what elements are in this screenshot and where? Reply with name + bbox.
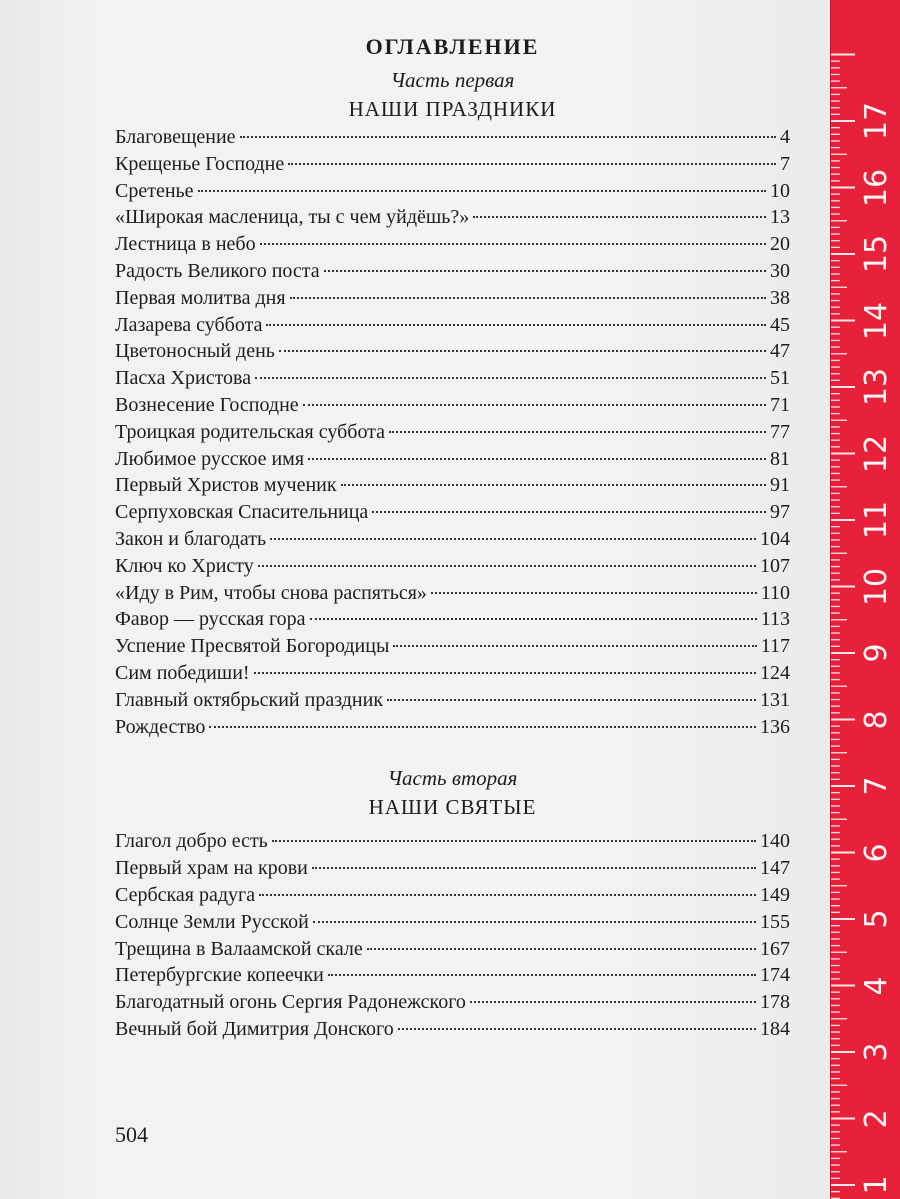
part-two-label: Часть вторая <box>387 766 518 791</box>
dot-leader <box>258 565 756 567</box>
toc-entry-page: 113 <box>760 608 790 631</box>
toc-entry-page: 13 <box>770 206 790 229</box>
toc-entry-title: Благовещение <box>115 126 236 148</box>
toc-entry-page: 136 <box>760 715 790 738</box>
toc-entry <box>115 553 790 580</box>
dot-leader <box>272 840 756 842</box>
toc-entry-page: 45 <box>770 313 790 336</box>
measuring-ruler <box>830 0 900 1199</box>
ruler-number: 3 <box>859 1042 894 1062</box>
toc-entry <box>115 151 790 178</box>
toc-entry-title: Рождество <box>115 715 206 738</box>
ruler-number: 8 <box>859 709 894 730</box>
toc-entry <box>115 687 790 714</box>
toc-entry-title: Первый храм на крови <box>115 857 308 880</box>
ruler-number: 10 <box>859 567 894 606</box>
toc-entry-page: 149 <box>760 883 790 906</box>
toc-entry-page: 184 <box>760 1017 790 1040</box>
toc-entry <box>115 936 790 963</box>
toc-entry <box>115 312 790 339</box>
toc-entry-title: Лестница в небо <box>115 233 256 256</box>
table-of-contents <box>115 30 790 1043</box>
dot-leader <box>387 699 756 701</box>
part-two-title: НАШИ СВЯТЫЕ <box>368 795 537 820</box>
dot-leader <box>398 1028 756 1030</box>
toc-entry <box>115 365 790 392</box>
toc-entry <box>115 580 790 607</box>
toc-entry <box>115 660 790 687</box>
dot-leader <box>328 974 756 976</box>
toc-entry-page: 140 <box>760 830 790 853</box>
toc-entry-title: Сретенье <box>115 179 194 202</box>
toc-entry-title: Крещенье Господне <box>115 152 285 175</box>
toc-entry-page: 155 <box>760 910 790 933</box>
toc-entry-page: 104 <box>760 527 790 550</box>
toc-entry-title: Ключ ко Христу <box>115 554 254 577</box>
dot-leader <box>254 672 756 674</box>
toc-entry-page: 4 <box>780 126 790 148</box>
toc-entry-page: 7 <box>780 152 790 175</box>
toc-entry <box>115 633 790 660</box>
ruler-number: 16 <box>859 168 894 207</box>
toc-entry-title: Глагол добро есть <box>115 830 268 853</box>
toc-entry <box>115 231 790 258</box>
toc-entry-page: 71 <box>770 393 790 416</box>
toc-entry-title: Главный октябрьский праздник <box>115 688 384 711</box>
toc-entry-title: Троицкая родительская суббота <box>115 420 386 443</box>
toc-entry-page: 51 <box>770 367 790 390</box>
dot-leader <box>260 243 766 245</box>
toc-entry <box>115 178 790 205</box>
dot-leader <box>431 592 757 594</box>
dot-leader <box>240 136 776 138</box>
toc-entry <box>115 606 790 633</box>
toc-entry-page: 131 <box>760 688 790 711</box>
toc-entry-title: Пасха Христова <box>115 367 252 390</box>
toc-entry-page: 174 <box>760 964 790 987</box>
toc-entry <box>115 882 790 909</box>
dot-leader <box>266 324 766 326</box>
toc-entry-page: 20 <box>770 233 790 256</box>
toc-entry-title: Радость Великого поста <box>115 259 320 282</box>
ruler-number: 17 <box>859 101 894 141</box>
toc-entry-title: Солнце Земли Русской <box>115 910 309 933</box>
dot-leader <box>308 458 766 460</box>
toc-entry <box>115 472 790 499</box>
dot-leader <box>288 163 776 165</box>
part-one-entries <box>115 124 790 740</box>
toc-entry-page: 30 <box>770 259 790 282</box>
toc-entry-title: Благодатный огонь Сергия Радонежского <box>115 991 466 1014</box>
toc-entry-page: 178 <box>760 991 790 1014</box>
part-one-title: НАШИ ПРАЗДНИКИ <box>348 97 557 121</box>
ruler-number: 11 <box>859 500 894 540</box>
toc-entry-page: 110 <box>760 581 790 604</box>
toc-entry <box>115 989 790 1016</box>
ruler-number: 14 <box>859 301 894 340</box>
toc-entry <box>115 828 790 855</box>
toc-entry <box>115 714 790 741</box>
toc-entry <box>115 526 790 553</box>
toc-entry-page: 124 <box>760 661 790 684</box>
dot-leader <box>324 270 766 272</box>
dot-leader <box>393 645 756 647</box>
toc-entry-title: Фавор — русская гора <box>115 608 306 631</box>
toc-entry-page: 147 <box>760 857 790 880</box>
dot-leader <box>341 484 766 486</box>
dot-leader <box>473 216 766 218</box>
toc-entry-page: 81 <box>770 447 790 470</box>
toc-entry-title: Любимое русское имя <box>115 447 305 470</box>
toc-entry <box>115 258 790 285</box>
toc-entry-page: 77 <box>770 420 790 443</box>
ruler-number: 9 <box>859 643 894 663</box>
ruler-number: 4 <box>859 975 894 996</box>
dot-leader <box>389 431 766 433</box>
toc-entry-page: 47 <box>770 340 790 363</box>
dot-leader <box>198 190 766 192</box>
toc-entry <box>115 855 790 882</box>
toc-entry <box>115 1016 790 1043</box>
toc-entry <box>115 124 790 151</box>
dot-leader <box>372 511 766 513</box>
toc-entry <box>115 499 790 526</box>
dot-leader <box>290 297 766 299</box>
toc-entry <box>115 204 790 231</box>
dot-leader <box>367 948 756 950</box>
toc-entry-page: 38 <box>770 286 790 309</box>
toc-entry-page: 107 <box>760 554 790 577</box>
toc-entry-title: Цветоносный день <box>115 340 275 363</box>
toc-entry <box>115 909 790 936</box>
toc-entry <box>115 392 790 419</box>
toc-entry-title: «Широкая масленица, ты с чем уйдёшь?» <box>115 206 470 229</box>
ruler-number: 15 <box>859 234 894 274</box>
dot-leader <box>303 404 766 406</box>
toc-entry-title: Трещина в Валаамской скале <box>115 937 363 960</box>
toc-entry-page: 10 <box>770 179 790 202</box>
ruler-number: 7 <box>859 776 894 796</box>
ruler-number: 13 <box>859 367 894 407</box>
toc-entry <box>115 285 790 312</box>
dot-leader <box>310 618 757 620</box>
dot-leader <box>209 726 756 728</box>
toc-entry <box>115 446 790 473</box>
ruler-number: 1 <box>859 1175 894 1195</box>
part-two-entries <box>115 828 790 1042</box>
toc-entry-title: Вознесение Господне <box>115 393 299 416</box>
toc-entry-page: 117 <box>760 635 790 658</box>
toc-entry-title: Первый Христов мученик <box>115 474 337 497</box>
page-number: 504 <box>115 1122 148 1147</box>
ruler-number: 6 <box>859 842 894 863</box>
toc-entry-title: Успение Пресвятой Богородицы <box>115 635 390 658</box>
toc-entry-page: 91 <box>770 474 790 497</box>
toc-entry-title: Серпуховская Спасительница <box>115 501 369 524</box>
toc-title: ОГЛАВЛЕНИЕ <box>365 34 540 59</box>
toc-entry-title: Петербургские копеечки <box>115 964 324 987</box>
toc-entry <box>115 338 790 365</box>
toc-entry-title: Вечный бой Димитрия Донского <box>115 1017 394 1040</box>
dot-leader <box>470 1001 756 1003</box>
part-one-label: Часть первая <box>390 68 515 92</box>
toc-entry <box>115 962 790 989</box>
toc-entry-page: 97 <box>770 501 790 524</box>
dot-leader <box>255 377 766 379</box>
ruler-number: 12 <box>859 434 894 473</box>
dot-leader <box>312 867 756 869</box>
ruler-number: 5 <box>859 909 894 929</box>
toc-entry-title: Сербская радуга <box>115 883 256 906</box>
toc-entry-title: Лазарева суббота <box>115 313 263 336</box>
dot-leader <box>259 894 756 896</box>
toc-entry-title: «Иду в Рим, чтобы снова распяться» <box>115 581 427 604</box>
dot-leader <box>313 921 756 923</box>
toc-entry <box>115 419 790 446</box>
toc-entry-title: Первая молитва дня <box>115 286 286 309</box>
toc-entry-title: Закон и благодать <box>115 527 267 550</box>
toc-entry-title: Сим победиши! <box>115 661 250 684</box>
toc-entry-page: 167 <box>760 937 790 960</box>
dot-leader <box>270 538 756 540</box>
ruler-number: 2 <box>859 1108 894 1129</box>
dot-leader <box>279 350 766 352</box>
